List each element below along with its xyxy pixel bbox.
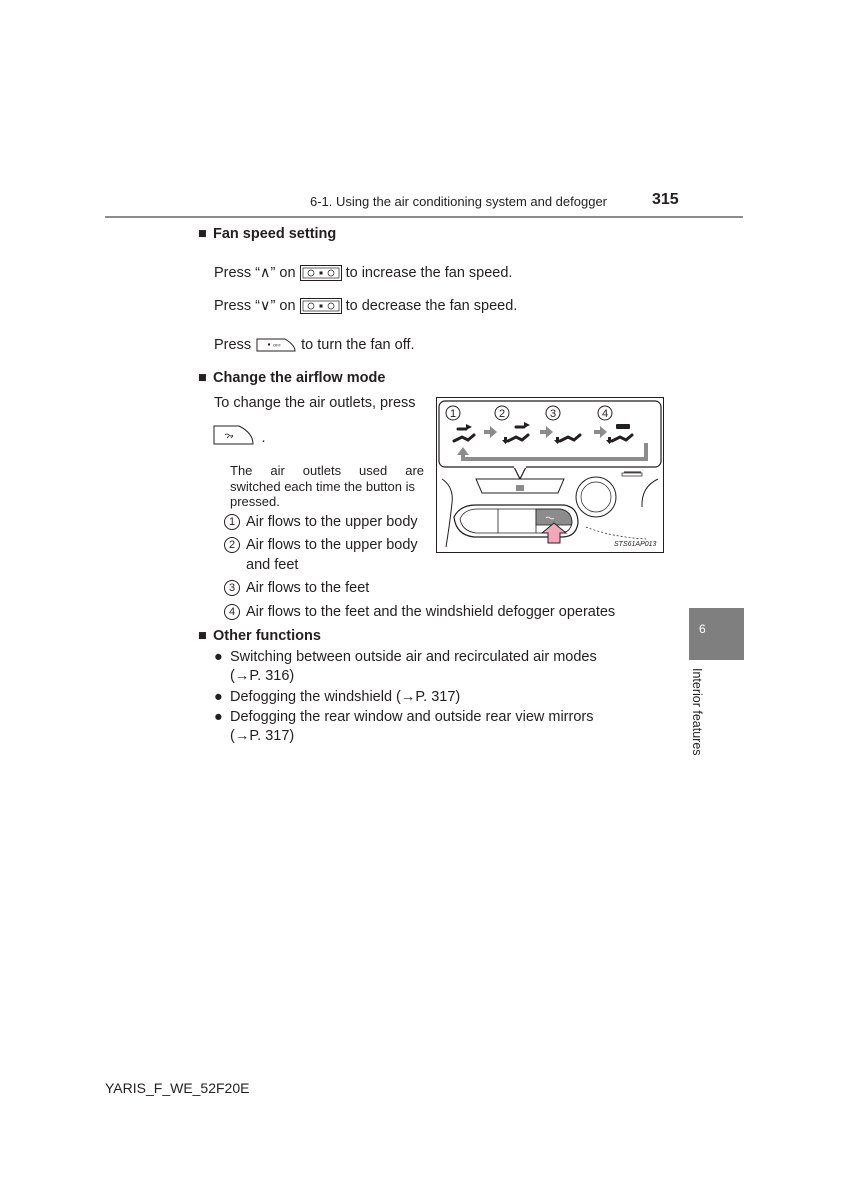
- airflow-button-line: [213, 423, 265, 446]
- airflow-item-number: 4: [224, 604, 240, 620]
- airflow-note-line3: pressed.: [230, 494, 280, 509]
- figure-label-2: 2: [498, 408, 506, 420]
- fan-decrease-line: [214, 298, 517, 314]
- airflow-item-2: [224, 537, 418, 553]
- other-item-1-cont: (→P. 316): [230, 668, 295, 684]
- airflow-heading-text: Change the airflow mode: [213, 370, 386, 386]
- airflow-item-number: 3: [224, 580, 240, 596]
- figure-label-3: 3: [549, 408, 557, 420]
- square-bullet-icon: ■: [198, 628, 207, 644]
- other-item-2: [214, 689, 460, 705]
- airflow-item-number: 1: [224, 514, 240, 530]
- fan-decrease-pre: Press “∨” on: [214, 298, 296, 314]
- header-divider: [105, 216, 743, 218]
- other-item-3: [214, 709, 593, 725]
- round-bullet-icon: ●: [214, 649, 223, 665]
- airflow-item-2-cont: and feet: [246, 557, 299, 573]
- fan-off-button-text: OFF: [273, 342, 282, 348]
- fan-off-line: [214, 337, 415, 353]
- other-item-1: [214, 649, 597, 665]
- airflow-item-text: Air flows to the upper body: [246, 514, 418, 530]
- airflow-item-4: [224, 604, 615, 620]
- footer-code: YARIS_F_WE_52F20E: [105, 1080, 250, 1096]
- airflow-item-3: [224, 580, 369, 596]
- section-title: 6-1. Using the air conditioning system and defogger: [310, 194, 608, 209]
- fan-off-pre: Press: [214, 337, 252, 353]
- fan-speed-button-icon: [300, 298, 342, 314]
- airflow-item-number: 2: [224, 537, 240, 553]
- fan-speed-heading-text: Fan speed setting: [213, 226, 337, 242]
- airflow-item-1: [224, 514, 418, 530]
- figure-code: STS61AP013: [614, 541, 657, 548]
- other-heading: [198, 628, 321, 644]
- square-bullet-icon: ■: [198, 226, 207, 242]
- chapter-label-text: Interior features: [690, 668, 704, 756]
- chapter-number: 6: [699, 622, 706, 636]
- fan-off-button-icon: [255, 337, 297, 353]
- airflow-item-text: Air flows to the feet: [246, 580, 370, 596]
- other-item-text: Defogging the rear window and outside rear view mirrors: [230, 709, 594, 725]
- fan-increase-line: [214, 265, 512, 281]
- other-item-3-cont: (→P. 317): [230, 728, 295, 744]
- fan-decrease-post: to decrease the fan speed.: [345, 298, 518, 314]
- airflow-item-text: Air flows to the feet and the windshield defogger operates: [246, 604, 616, 620]
- other-item-text: Defogging the windshield (→P. 317): [230, 689, 461, 705]
- chapter-tab: [689, 608, 744, 660]
- airflow-item-text: Air flows to the upper body: [246, 537, 418, 553]
- other-item-text: Switching between outside air and recirculated air modes: [230, 649, 597, 665]
- round-bullet-icon: ●: [214, 709, 223, 725]
- other-heading-text: Other functions: [213, 628, 321, 644]
- square-bullet-icon: ■: [198, 370, 207, 386]
- chapter-label: [688, 668, 708, 768]
- fan-increase-pre: Press “∧” on: [214, 265, 296, 281]
- airflow-intro-end: .: [261, 430, 266, 447]
- airflow-intro: To change the air outlets, press: [214, 395, 416, 411]
- fan-off-post: to turn the fan off.: [301, 337, 415, 353]
- airflow-mode-button-icon: [213, 423, 257, 445]
- figure-label-4: 4: [601, 408, 609, 420]
- airflow-note: [230, 463, 424, 510]
- airflow-note-line2: switched each time the button is: [230, 478, 415, 494]
- fan-increase-post: to increase the fan speed.: [345, 265, 513, 281]
- fan-speed-heading: [198, 226, 336, 242]
- airflow-mode-illustration: [436, 397, 664, 553]
- page-number: 315: [652, 191, 679, 208]
- round-bullet-icon: ●: [214, 689, 223, 705]
- figure-label-1: 1: [449, 408, 457, 420]
- airflow-heading: [198, 370, 385, 386]
- airflow-note-line1: The air outlets used are: [230, 463, 424, 478]
- fan-speed-button-icon: [300, 265, 342, 281]
